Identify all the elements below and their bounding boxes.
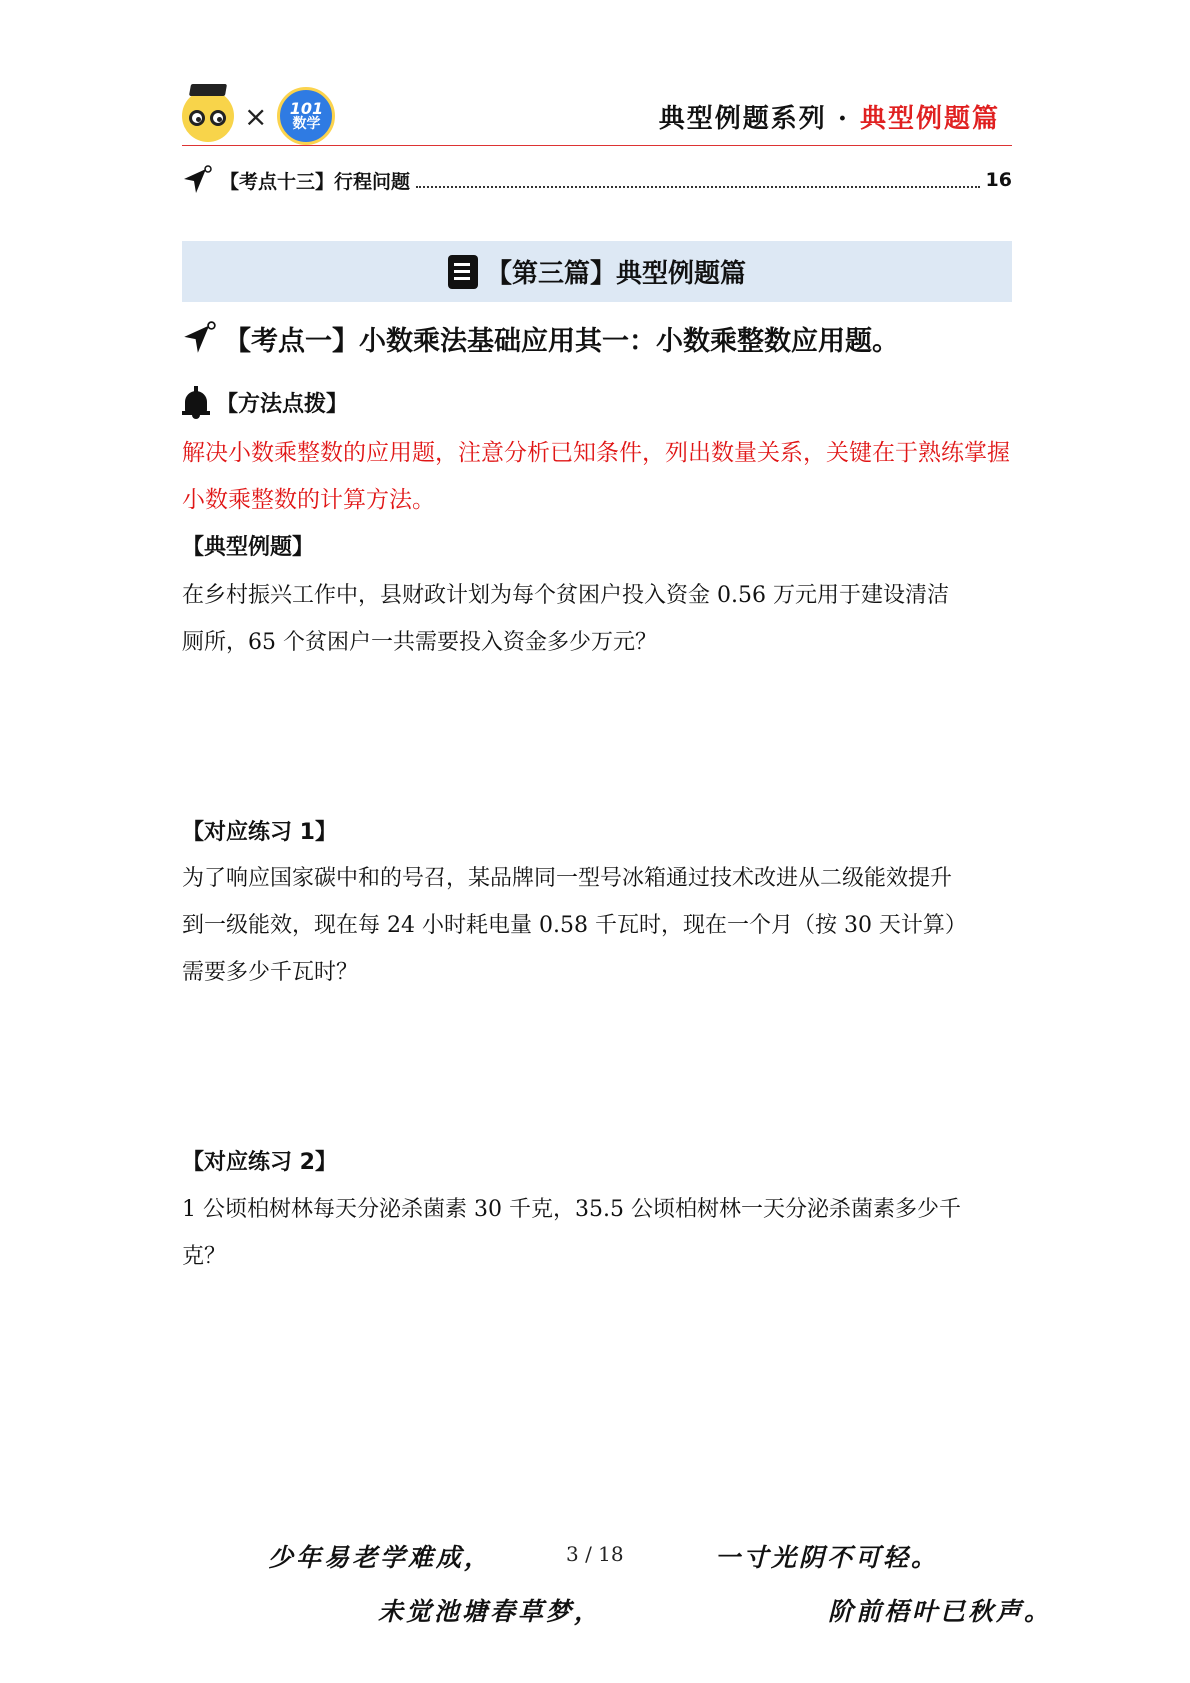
section-heading	[182, 316, 899, 360]
practice1-line-2: 到一级能效，现在每 24 小时耗电量 0.58 千瓦时，现在一个月（按 30 天计算）	[182, 913, 967, 938]
section-heading-text: 【考点一】小数乘法基础应用其一：小数乘整数应用题。	[224, 325, 899, 357]
example-text	[182, 572, 1012, 666]
example-label: 【典型例题】	[182, 535, 315, 560]
example-line-1: 在乡村振兴工作中，县财政计划为每个贫困户投入资金 0.56 万元用于建设清洁	[182, 583, 949, 608]
example-line-2: 厕所，65 个贫困户一共需要投入资金多少万元？	[182, 630, 657, 655]
practice1-label: 【对应练习 1】	[182, 820, 337, 845]
document-edit-icon	[448, 255, 478, 289]
toc-leader	[416, 172, 980, 188]
practice2-text	[182, 1186, 1012, 1280]
bell-icon	[182, 385, 210, 419]
toc-entry-page: 16	[985, 169, 1012, 191]
toc-entry-label: 【考点十三】行程问题	[220, 170, 411, 193]
navigation-arrow-icon	[182, 321, 216, 355]
series-prefix: 典型例题系列	[658, 104, 827, 134]
practice1-text	[182, 855, 1012, 996]
part-banner	[182, 241, 1012, 302]
method-heading	[182, 382, 348, 422]
practice1-line-3: 需要多少千瓦时？	[182, 960, 359, 985]
poem-line-1: 少年易老学难成，	[268, 1543, 493, 1572]
practice2-line-2: 克？	[182, 1244, 227, 1269]
method-text: 解决小数乘整数的应用题，注意分析已知条件，列出数量关系，关键在于熟练掌握小数乘整数的计算方法。	[182, 440, 1010, 513]
header-logo	[182, 86, 335, 146]
poem-line-3: 未觉池塘春草梦，	[378, 1597, 603, 1626]
times-sign: ×	[244, 99, 268, 133]
practice1-line-1: 为了响应国家碳中和的号召，某品牌同一型号冰箱通过技术改进从二级能效提升	[182, 866, 953, 891]
badge-number: 101	[289, 99, 324, 118]
navigation-arrow-icon	[182, 165, 212, 195]
series-dot: ·	[837, 104, 849, 134]
practice2-label: 【对应练习 2】	[182, 1150, 337, 1175]
poem-line-2: 一寸光阴不可轻。	[715, 1543, 940, 1572]
brand-101-badge	[277, 87, 335, 145]
banner-title: 【第三篇】典型例题篇	[485, 259, 746, 289]
header-divider	[182, 145, 1012, 146]
page-number: 3 / 18	[566, 1542, 624, 1566]
series-suffix: 典型例题篇	[859, 104, 1000, 134]
series-title	[659, 98, 1000, 135]
practice2-line-1: 1 公顷柏树林每天分泌杀菌素 30 千克，35.5 公顷柏树林一天分泌杀菌素多少千	[182, 1197, 961, 1222]
poem-line-4: 阶前梧叶已秋声。	[828, 1597, 1053, 1626]
badge-text: 数学	[292, 116, 321, 132]
owl-mascot-icon	[182, 90, 234, 142]
method-label: 【方法点拨】	[216, 391, 349, 417]
toc-entry[interactable]	[182, 162, 1012, 198]
